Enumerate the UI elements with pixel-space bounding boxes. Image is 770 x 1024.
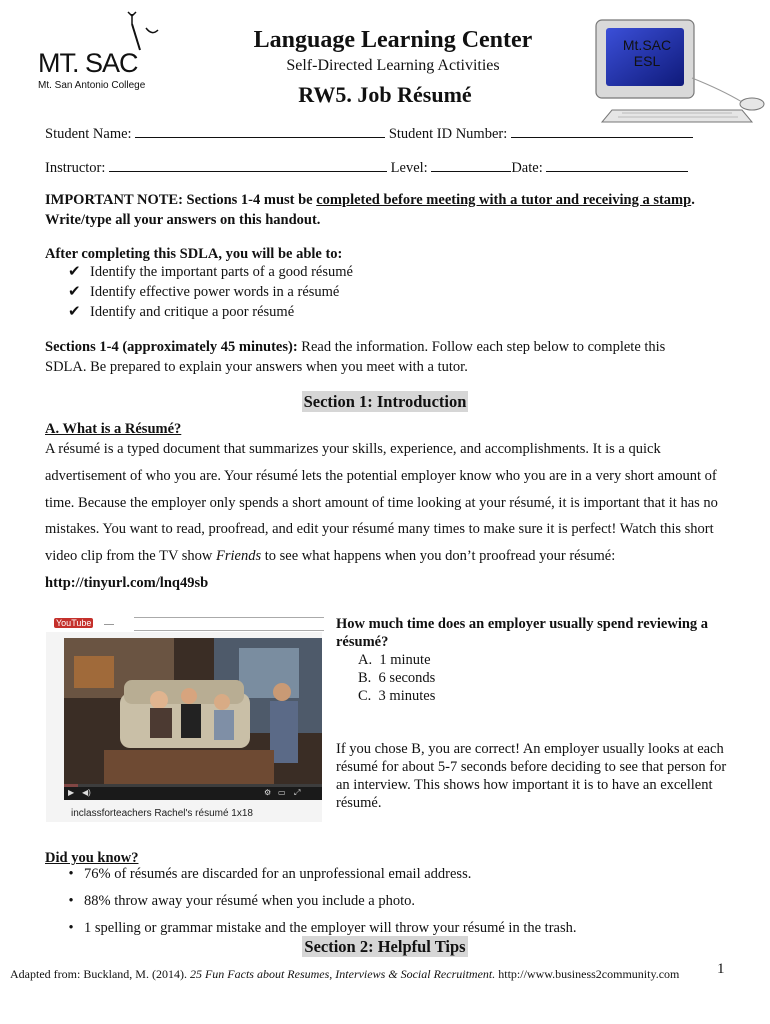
- option-c[interactable]: C. 3 minutes: [358, 688, 436, 704]
- bullet-icon: •: [68, 893, 74, 909]
- footer-citation: Adapted from: Buckland, M. (2014). 25 Fun Facts about Resumes, Interviews & Social Recruitment. http://www.business2community.com: [10, 967, 680, 981]
- student-id-field[interactable]: [511, 125, 693, 138]
- computer-icon: [592, 18, 770, 130]
- bullet-icon: •: [68, 920, 74, 936]
- volume-icon[interactable]: ◀): [82, 788, 91, 797]
- section2-title: Section 2: Helpful Tips: [304, 937, 466, 956]
- play-icon[interactable]: ▶: [68, 788, 75, 797]
- student-name-row: [45, 125, 693, 143]
- fact-item: • 76% of résumés are discarded for an unprofessional email address.: [58, 866, 576, 893]
- activity-heading: RW5. Job Résumé: [298, 82, 472, 107]
- resume-description: A résumé is a typed document that summarizes your skills, experience, and accomplishments. It is a quick advertisement of who you are. Your résumé lets the potential employer know who you are in a very short amount of time. Because the employer only spends a short amount of time looking at your résumé, it is important that it has no mistakes. You want to read, proofread, and edit your résumé many times to make sure it is perfect! Watch this short video clip from the TV show Friends to see what happens when you don’t proofread your résumé: http://tinyurl.com/lnq49sb: [45, 441, 718, 591]
- section1-header: [0, 392, 770, 412]
- did-you-know-heading: Did you know?: [45, 850, 139, 866]
- fact-item: • 1 spelling or grammar mistake and the employer will throw your résumé in the trash.: [58, 920, 576, 940]
- student-id-label: Student ID Number:: [388, 126, 508, 142]
- date-label: Date:: [511, 160, 543, 176]
- note-underlined: completed before meeting with a tutor and receiving a stamp: [316, 192, 692, 208]
- fact-item: • 88% throw away your résumé when you include a photo.: [58, 893, 576, 920]
- student-name-field[interactable]: [135, 125, 385, 138]
- video-link[interactable]: http://tinyurl.com/lnq49sb: [45, 574, 209, 591]
- objective-item: ✔ Identify effective power words in a résumé: [68, 284, 340, 300]
- student-name-label: Student Name:: [45, 126, 132, 142]
- logo-subtitle: Mt. San Antonio College: [38, 80, 146, 91]
- checkmark-icon: ✔: [68, 284, 81, 300]
- computer-screen-label: Mt.SAC ESL: [622, 37, 672, 69]
- objectives-heading: After completing this SDLA, you will be able to:: [45, 246, 343, 262]
- section2-header: [0, 937, 770, 957]
- expand-icon[interactable]: ⤢: [294, 788, 301, 797]
- sections-intro-bold: Sections 1-4 (approximately 45 minutes):: [45, 339, 298, 355]
- note-line2: Write/type all your answers on this handout.: [45, 212, 321, 228]
- video-thumbnail[interactable]: [46, 612, 322, 822]
- level-field[interactable]: [431, 159, 511, 172]
- show-title: Friends: [216, 548, 262, 565]
- question-text: How much time does an employer usually spend reviewing a résumé?: [336, 616, 709, 650]
- sections-intro-text2: SDLA. Be prepared to explain your answers when you meet with a tutor.: [45, 359, 468, 375]
- level-label: Level:: [390, 160, 428, 176]
- note-prefix: IMPORTANT NOTE: Sections 1-4 must be: [45, 192, 317, 208]
- video-caption: inclassforteachers Rachel's résumé 1x18: [71, 808, 253, 819]
- section1-subheading: A. What is a Résumé?: [45, 421, 182, 437]
- title-bar: [134, 617, 324, 631]
- logo-name: MT. SAC: [38, 48, 138, 78]
- objective-item: ✔ Identify the important parts of a good résumé: [68, 264, 353, 280]
- date-field[interactable]: [546, 159, 688, 172]
- video-controls[interactable]: [64, 784, 322, 800]
- footer-link[interactable]: http://www.business2community.com: [495, 967, 680, 981]
- youtube-logo: YouTube: [56, 618, 92, 628]
- page-title: Language Learning Center: [253, 27, 533, 53]
- sections-intro: [45, 337, 745, 377]
- instructor-field[interactable]: [109, 159, 387, 172]
- instructor-label: Instructor:: [45, 160, 106, 176]
- note-suffix: .: [691, 192, 695, 208]
- instructor-row: [45, 159, 688, 177]
- objectives-list: [68, 262, 353, 322]
- objective-item: ✔ Identify and critique a poor résumé: [68, 304, 295, 320]
- page-subtitle: Self-Directed Learning Activities: [286, 57, 500, 74]
- settings-icon[interactable]: ⚙: [264, 788, 272, 797]
- page-number: 1: [717, 961, 725, 977]
- sections-intro-text: Read the information. Follow each step below to complete this: [297, 339, 666, 355]
- important-note: [45, 190, 745, 230]
- bullet-icon: •: [68, 866, 74, 882]
- question-block: [336, 615, 736, 812]
- option-b[interactable]: B. 6 seconds: [358, 670, 436, 686]
- option-a[interactable]: A. 1 minute: [358, 652, 431, 668]
- answer-explanation: If you chose B, you are correct! An employer usually looks at each résumé for about 5-7 seconds before deciding to see that person for an interview. This shows how important it is to have an excellent résumé.: [336, 741, 727, 811]
- checkmark-icon: ✔: [68, 304, 81, 320]
- fullscreen-icon[interactable]: ▭: [278, 788, 286, 797]
- video-player[interactable]: [64, 638, 322, 800]
- video-scene: [64, 638, 322, 800]
- section1-title: Section 1: Introduction: [303, 392, 467, 411]
- did-you-know-list: [58, 866, 576, 940]
- checkmark-icon: ✔: [68, 264, 81, 280]
